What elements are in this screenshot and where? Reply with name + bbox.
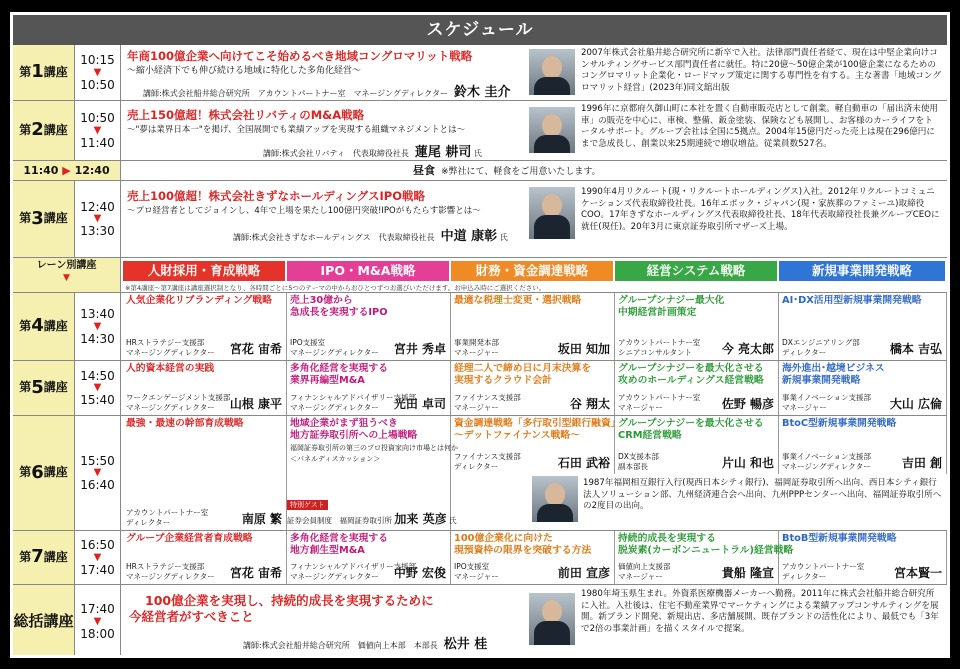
theme-finance: 財務・資金調達戦略	[451, 261, 613, 281]
lane-cell-title: 人的資本経営の実践	[126, 363, 215, 374]
arrow-down-icon: ▼	[93, 467, 102, 478]
lane-cell-title: グループ企業経営者育成戦略	[126, 533, 253, 544]
lane-cell-role: 価値向上支援部 マネージャー	[618, 562, 671, 581]
lane-cell[interactable]	[123, 531, 287, 584]
lane-cell-title: 攻めのホールディングス経営戦略	[618, 375, 764, 387]
session-title: 売上150億超！株式会社リバティのM&A戦略	[127, 108, 365, 122]
lane-cell-role: IPO支援室 マネージャー	[454, 562, 499, 581]
lane-cell-extra: ＜パネルディスカッション＞	[290, 455, 381, 464]
lane-cell-title: 中期経営計画策定	[618, 307, 697, 319]
lane-cell[interactable]	[779, 531, 947, 584]
session-label: 第 6 講座	[13, 416, 75, 530]
lane-cell-title: 人気企業化リブランディング戦略	[126, 295, 272, 306]
lane-cell-title: AI･DX活用型新規事業開発戦略	[782, 295, 922, 306]
session-time: 16:50 ▼ 17:40	[75, 531, 121, 584]
session-subtitle: ～縮小経済下でも伸び続ける地域に特化した多角化経営～	[127, 66, 362, 76]
lane-cell-title: 地方創生型M&A	[290, 545, 365, 557]
lane-cell[interactable]	[615, 416, 779, 474]
speaker: 講師:株式会社きずなホールディングス 代表取締役社長 中道 康彰 氏	[233, 229, 508, 244]
lane-cell-role: HRストラテジー支援部 マネージングディレクター	[126, 562, 215, 581]
theme-hr: 人財採用・育成戦略	[123, 261, 285, 281]
lane-row-4	[13, 293, 947, 361]
session-title-line2: 今経営者がすべきこと	[129, 609, 254, 624]
lane-cell-title: 100億企業化に向けた	[454, 533, 553, 544]
lane-cell-speaker-name: 石田 武裕	[557, 456, 610, 470]
lane-cell-speaker-name: 坂田 知加	[557, 342, 610, 356]
speaker-photo	[529, 187, 575, 239]
lane-cell-role: ワークエンゲージメント支援部 マネージングディレクター	[126, 393, 231, 412]
lane-cell[interactable]	[123, 293, 287, 360]
lane-cell-title: 現預資枠の限界を突破する方法	[454, 545, 592, 557]
guest-name: 加来 英彦	[394, 512, 447, 526]
lane-cell-title: ～デットファイナンス戦略～	[454, 430, 580, 442]
lane-cell-title: 最強・最速の幹部育成戦略	[126, 418, 244, 429]
lane-cell[interactable]	[615, 531, 794, 584]
lane-cell-title: 急成長を実現するIPO	[290, 307, 388, 319]
lane-cell-speaker-name: 谷 翔太	[569, 397, 610, 411]
guest-role: 証券会員制度 福岡証券取引所	[287, 516, 392, 525]
session-time: 10:15 ▼ 10:50	[75, 45, 121, 100]
session-label: 第 5 講座	[13, 361, 75, 415]
lunch-row	[13, 161, 947, 181]
lane-cell[interactable]	[451, 416, 621, 474]
lane-cell-speaker-name: 光田 卓司	[393, 397, 446, 411]
guest-photo	[532, 476, 578, 522]
lane-cell-role: 事業イノベーション支援部 マネージングディレクター	[782, 452, 871, 471]
lane-cell-title: グループシナジーを最大化させる	[618, 418, 764, 429]
theme-newbiz: 新規事業開発戦略	[779, 261, 945, 281]
lane-cell-role: アカウントパートナー室 ディレクター	[782, 562, 865, 581]
lane-cell-role: フィナンシャルアドバイザリー支援部 マネージングディレクター	[290, 393, 417, 412]
session-subtitle: ～"夢は業界日本一"を掲げ、全国展開でも業績アップを実現する組織マネジメントとは～	[127, 125, 466, 135]
lane-cell-speaker-name: 南原 繁	[241, 512, 282, 526]
lane-cell-speaker-name: 宮花 宙希	[229, 566, 282, 580]
lane-cell-role: 事業イノベーション支援部 マネージャー	[782, 393, 871, 412]
lane-cell-speaker-name: 貴船 隆宣	[721, 566, 774, 580]
lane-cell-role: 事業開発本部 マネージャー	[454, 338, 499, 357]
lane-cell-role: ファイナンス支援部 マネージャー	[454, 393, 521, 412]
speaker-photo	[529, 593, 575, 645]
lane-cell-title: 多角化経営を実現する	[290, 533, 388, 544]
theme-system: 経営システム戦略	[615, 261, 777, 281]
lane-cell[interactable]	[451, 361, 615, 415]
lane-cell-title: 持続的成長を実現する	[618, 533, 716, 544]
lane-cell-role: アカウントパートナー室 マネージャー	[618, 393, 701, 412]
speaker-profile: 1990年4月リクルート(現・リクルートホールディングス)入社。2012年リクルートコミュニケーションズ代表取締役社長。16年エポック・ジャパン(現・家族葬のファミーユ)取締役COO。17年きずなホールディングス代表取締役社長、18年代表取締役社長兼グループCEOに就任(現任)。20年3月に東京証券取引所マザーズ上場。	[581, 187, 940, 232]
session-time: 17:40 ▼ 18:00	[75, 585, 121, 658]
lane-cell[interactable]	[615, 293, 779, 360]
speaker: 講師:株式会社船井総合研究所 アカウントパートナー室 マネージングディレクター 鈴木 圭介	[143, 85, 511, 100]
lane-cell-title: BtoB型新規事業開発戦略	[782, 533, 897, 544]
lane-cell-role: DXエンジニアリング部 ディレクター	[782, 338, 860, 357]
lane-row-5	[13, 361, 947, 416]
schedule-frame	[10, 12, 950, 658]
lane-cell-title: CRM経営戦略	[618, 430, 682, 442]
session-label: 第 2 講座	[13, 101, 75, 160]
speaker-profile: 1980年埼玉県生まれ。外資系医療機器メーカーへ勤務。2011年に株式会社船井総合研究所に入社。入社後は、住宅不動産業界でマーケティングによる業績アップコンサルティングを展開。新ブランド開発、新規出店、多店舗展開、既存ブランドの活性化により、最低でも「3年で2倍の事業計画」を描くスタイルで提案。	[581, 589, 939, 634]
lane-header-label: レーン別講座 ▼	[13, 258, 121, 292]
arrow-down-icon: ▼	[93, 551, 102, 563]
lane-cell-role: IPO支援室 マネージングディレクター	[290, 338, 379, 357]
speaker: 講師:株式会社リバティ 代表取締役社長 蓮尾 耕司 氏	[263, 145, 482, 160]
session-time: 12:40 ▼ 13:30	[75, 181, 121, 257]
lane-cell-speaker-name: 片山 和也	[721, 456, 774, 470]
session-row-1	[13, 45, 947, 101]
lane-cell[interactable]	[287, 531, 451, 584]
lane-cell-title: 資金調達戦略「多行取引型銀行融資」	[454, 418, 621, 429]
lunch-text: 昼食 ※弊社にて、軽食をご用意いたします。	[413, 164, 601, 177]
lane-cell-title: 実現するクラウド会計	[454, 375, 552, 387]
lane-cell[interactable]	[615, 361, 779, 415]
session-row-2	[13, 101, 947, 161]
lane-cell-title: 脱炭素(カーボンニュートラル)経営戦略	[618, 545, 794, 557]
session-label: 第 1 講座	[13, 45, 75, 100]
lunch-time: 11:40 ▶ 12:40	[13, 161, 121, 180]
lane-cell-title: 海外進出･越境ビジネス	[782, 363, 885, 374]
lane-cell-speaker-name: 宮井 秀卓	[393, 342, 446, 356]
guest-badge: 特別ゲスト	[287, 500, 328, 510]
lane-cell-title: グループシナジーを最大化させる	[618, 363, 764, 374]
lane-cell[interactable]	[779, 293, 947, 360]
lane-cell-role: アカウントパートナー室 シニアコンサルタント	[618, 338, 701, 357]
special-guest: 特別ゲスト 証券会員制度 福岡証券取引所 加来 英彦 氏	[287, 501, 457, 526]
lane-cell-speaker-name: 佐野 暢彦	[721, 397, 774, 411]
lane-cell-role: DX支援本部 副本部長	[618, 452, 659, 471]
guest-profile: 1987年福岡相互銀行入行(現西日本シティ銀行)、福岡証券取引所へ出向、西日本シティ銀行法人ソリューション部、九州経済連合会へ出向、九州PPPセンターへ出向、福岡証券取引所への2度目の出向。	[583, 478, 942, 512]
lane-cell-title: グループシナジー最大化	[618, 295, 725, 306]
schedule-title: スケジュール	[13, 15, 947, 45]
session-label: 総括講座	[13, 585, 75, 658]
lane-cell-speaker-name: 大山 広倫	[889, 397, 942, 411]
speaker: 講師:株式会社船井総合研究所 価値向上本部 本部長 松井 桂	[243, 637, 488, 652]
lane-cell[interactable]	[287, 293, 451, 360]
lane-cell-title: 新規事業開発戦略	[782, 375, 861, 387]
lane-row-6	[13, 416, 947, 531]
arrow-down-icon: ▼	[93, 615, 102, 627]
lane-cell[interactable]	[451, 293, 615, 360]
lane-cell-role: HRストラテジー支援部 マネージングディレクター	[126, 338, 215, 357]
lane-cell-title: 地方証券取引所への上場戦略	[290, 430, 418, 442]
speaker-photo	[529, 49, 575, 95]
lane-cell[interactable]	[451, 531, 615, 584]
session-row-3	[13, 181, 947, 258]
lane-cell-role: ファイナンス支援部 ディレクター	[454, 452, 521, 471]
session-title: 売上100億超！株式会社きずなホールディングスIPO戦略	[127, 189, 425, 203]
lane-cell[interactable]	[779, 361, 947, 415]
session-label: 第 4 講座	[13, 293, 75, 360]
lane-cell-speaker-name: 今 亮太郎	[721, 342, 774, 356]
lane-cell-speaker-name: 宮花 宙希	[229, 342, 282, 356]
lane-cell[interactable]	[123, 361, 287, 415]
session-time: 15:50 ▼ 16:40	[75, 416, 121, 530]
session-title: 年商100億企業へ向けてこそ始めるべき地域コングロマリット戦略	[127, 49, 473, 63]
lane-note: ※第4講座～第7講座は講座選択制となり、各時間ごとに5つのテーマの中からおひとつずつお選びいただけます。お申込み時にご選択ください。	[125, 284, 546, 292]
arrow-down-icon: ▼	[93, 66, 102, 78]
session-time: 14:50 ▼ 15:40	[75, 361, 121, 415]
lane-cell-speaker-name: 吉田 創	[901, 456, 942, 470]
lane-cell-title: 地域企業がまず狙うべき	[290, 418, 398, 429]
speaker-photo	[529, 107, 575, 153]
lane-cell-role: アカウントパートナー室 ディレクター	[126, 508, 209, 527]
lane-cell-title: BtoC型新規事業開発戦略	[782, 418, 897, 429]
arrow-down-icon: ▼	[93, 320, 102, 332]
theme-ipo: IPO・M&A戦略	[287, 261, 449, 281]
session-time: 13:40 ▼ 14:30	[75, 293, 121, 360]
lane-row-7	[13, 531, 947, 585]
arrow-down-icon: ▼	[93, 382, 102, 393]
lane-cell-extra: 福岡証券取引所の第三のプロ投資家向け市場とは何か	[290, 444, 458, 453]
lane-cell-speaker-name: 宮本賢一	[893, 566, 942, 580]
lane-cell-speaker-name: 橋本 吉弘	[889, 342, 942, 356]
summary-row	[13, 585, 947, 658]
arrow-down-icon: ▼	[93, 213, 102, 224]
arrow-down-icon: ▼	[93, 124, 102, 136]
session-subtitle: ～プロ経営者としてジョインし、4年で上場を果たし100億円突破!IPOがもたらす影響とは～	[127, 206, 481, 216]
lane-cell[interactable]	[779, 416, 947, 474]
speaker-profile: 2007年株式会社船井総合研究所に新卒で入社。法律部門責任者経て、現在は中堅企業向けコンサルティングサービス部門責任者に就任。特に20億～50億企業が100億企業になるためのコングロマリット企業化・ロードマップ策定に関する専門性を有する。主な著書「地域コングロマリット経営」(2023年)同文舘出版	[581, 48, 941, 93]
lane-cell-speaker-name: 山根 康平	[229, 397, 282, 411]
lane-cell-title: 経理二人で締め日に月末決算を	[454, 363, 592, 374]
lane-cell-speaker-name: 前田 宣彦	[557, 566, 610, 580]
session-time: 10:50 ▼ 11:40	[75, 101, 121, 160]
lane-cell-title: 売上30億から	[290, 295, 353, 306]
lane-cell-role: フィナンシャルアドバイザリー支援部 マネージングディレクター	[290, 562, 417, 581]
speaker-profile: 1996年に京都府久御山町に本社を置く自動車販売店として創業。軽自動車の「届出済未使用車」の販売を中心に、車検、整備、鈑金塗装、保険なども展開し、お客様のカーライフをトータルサポート。グループ会社は全国に5拠点。2004年15億円だった売上は現在296億円にまで急成長し、創業以来25期連続で増収増益。従業員数527名。	[581, 104, 939, 149]
lane-header	[13, 258, 947, 293]
lane-cell[interactable]	[287, 361, 451, 415]
session-label: 第 7 講座	[13, 531, 75, 584]
lane-cell-title: 業界再編型M&A	[290, 375, 365, 387]
lane-cell-speaker-name: 中野 宏俊	[393, 566, 446, 580]
session-title: 100億企業を実現し、持続的成長を実現するために	[145, 593, 434, 608]
lane-cell[interactable]	[123, 416, 287, 530]
lane-cell-title: 最適な税理士変更・選択戦略	[454, 295, 582, 306]
lane-cell-title: 多角化経営を実現する	[290, 363, 388, 374]
session-label: 第 3 講座	[13, 181, 75, 257]
